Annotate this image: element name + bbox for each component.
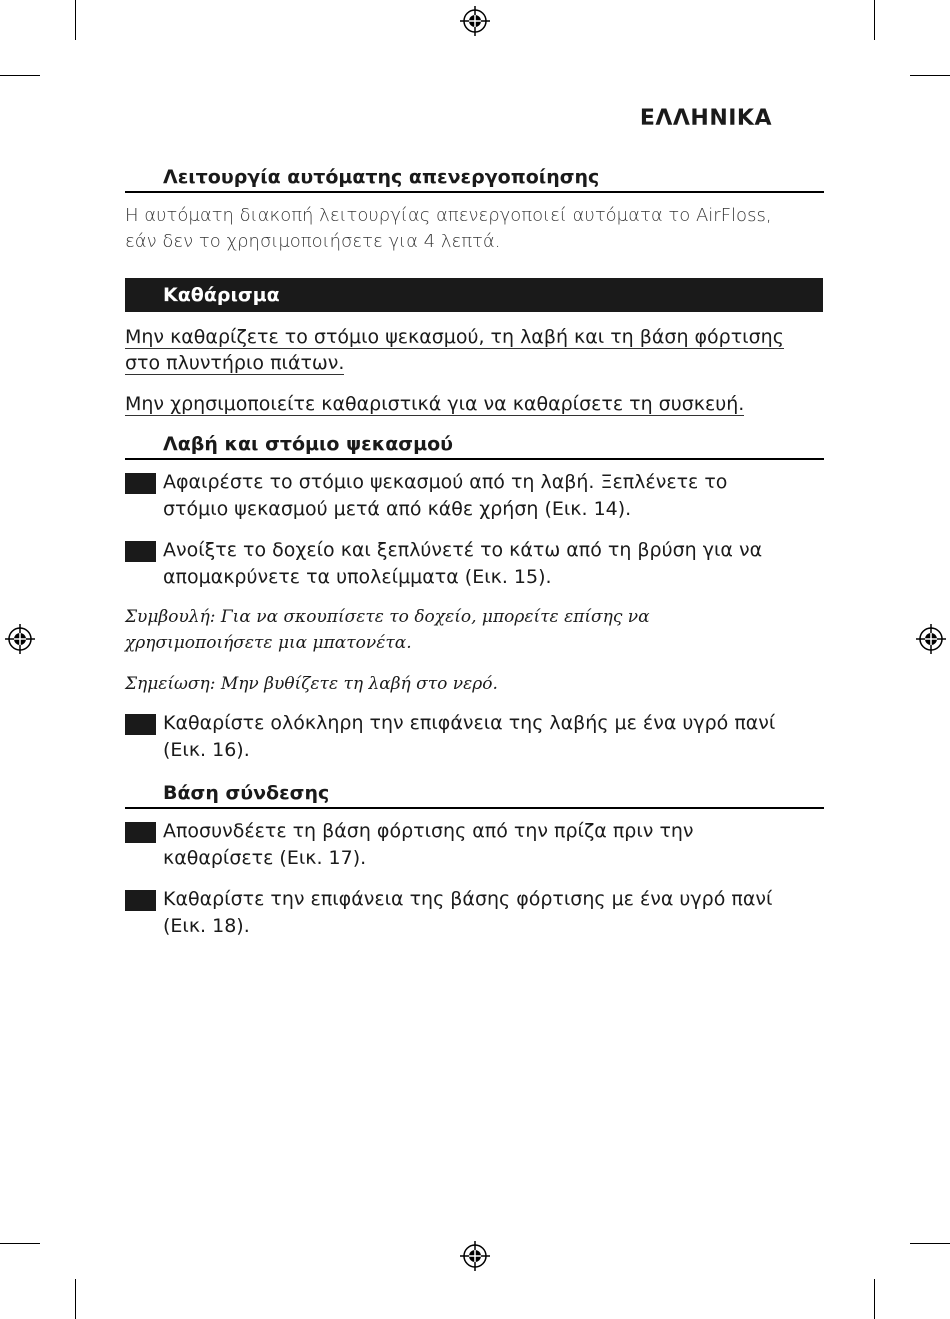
language-heading: ΕΛΛΗΝΙΚΑ xyxy=(639,106,772,131)
tip-line: χρησιμοποιήσετε μια μπατονέτα. xyxy=(125,633,412,653)
registration-mark-icon xyxy=(460,6,490,36)
registration-mark-icon xyxy=(5,624,35,654)
step-line: (Εικ. 16). xyxy=(163,739,250,761)
crop-mark xyxy=(874,0,875,40)
step-bullet-icon xyxy=(125,822,156,843)
step-bullet-icon xyxy=(125,473,156,494)
crop-mark xyxy=(75,1279,76,1319)
step-item xyxy=(125,710,825,764)
warning-line: στο πλυντήριο πιάτων. xyxy=(125,352,345,374)
step-item xyxy=(125,818,825,872)
step-line: (Εικ. 18). xyxy=(163,915,250,937)
section-heading-label: Λειτουργία αυτόματης απενεργοποίησης xyxy=(163,166,600,188)
section-heading-base xyxy=(125,779,824,809)
step-line: Αφαιρέστε το στόμιο ψεκασμού από τη λαβή. Ξεπλένετε το xyxy=(163,471,728,493)
warning-dishwasher xyxy=(125,324,784,376)
crop-mark xyxy=(75,0,76,40)
step-line: Αποσυνδέετε τη βάση φόρτισης από την πρίζα πριν την xyxy=(163,820,694,842)
section-heading-label: Καθάρισμα xyxy=(163,284,280,306)
crop-mark xyxy=(910,75,950,76)
step-line: στόμιο ψεκασμού μετά από κάθε χρήση (Εικ. 14). xyxy=(163,498,632,520)
section-heading-handle-nozzle xyxy=(125,430,824,460)
step-line: Ανοίξτε το δοχείο και ξεπλύνετέ το κάτω από τη βρύση για να xyxy=(163,539,763,561)
section-heading-label: Βάση σύνδεσης xyxy=(163,782,330,804)
step-line: απομακρύνετε τα υπολείμματα (Εικ. 15). xyxy=(163,566,552,588)
step-line: καθαρίσετε (Εικ. 17). xyxy=(163,847,367,869)
section-heading-cleaning xyxy=(125,278,823,312)
step-line: Καθαρίστε την επιφάνεια της βάσης φόρτισης με ένα υγρό πανί xyxy=(163,888,773,910)
warning-line: Μην χρησιμοποιείτε καθαριστικά για να καθαρίσετε τη συσκευή. xyxy=(125,393,745,415)
registration-mark-icon xyxy=(916,624,946,654)
step-bullet-icon xyxy=(125,714,156,735)
step-item xyxy=(125,469,825,523)
crop-mark xyxy=(874,1279,875,1319)
note: Σημείωση: Μην βυθίζετε τη λαβή στο νερό. xyxy=(125,674,498,694)
crop-mark xyxy=(910,1243,950,1244)
crop-mark xyxy=(0,75,40,76)
warning-line: Μην καθαρίζετε το στόμιο ψεκασμού, τη λαβή και τη βάση φόρτισης xyxy=(125,326,784,348)
step-bullet-icon xyxy=(125,890,156,911)
auto-off-paragraph xyxy=(125,203,830,255)
crop-mark xyxy=(0,1243,40,1244)
step-item xyxy=(125,537,825,591)
step-line: Καθαρίστε ολόκληρη την επιφάνεια της λαβής με ένα υγρό πανί xyxy=(163,712,776,734)
paragraph-line: Η αυτόματη διακοπή λειτουργίας απενεργοποιεί αυτόματα το AirFloss, xyxy=(125,205,772,226)
section-heading-auto-off xyxy=(125,163,824,193)
paragraph-line: εάν δεν το χρησιμοποιήσετε για 4 λεπτά. xyxy=(125,231,501,252)
warning-detergents xyxy=(125,391,744,417)
tip-note xyxy=(125,604,785,656)
tip-line: Συμβουλή: Για να σκουπίσετε το δοχείο, μπορείτε επίσης να xyxy=(125,607,650,627)
registration-mark-icon xyxy=(460,1241,490,1271)
step-item xyxy=(125,886,825,940)
section-heading-label: Λαβή και στόμιο ψεκασμού xyxy=(163,433,453,455)
step-bullet-icon xyxy=(125,541,156,562)
